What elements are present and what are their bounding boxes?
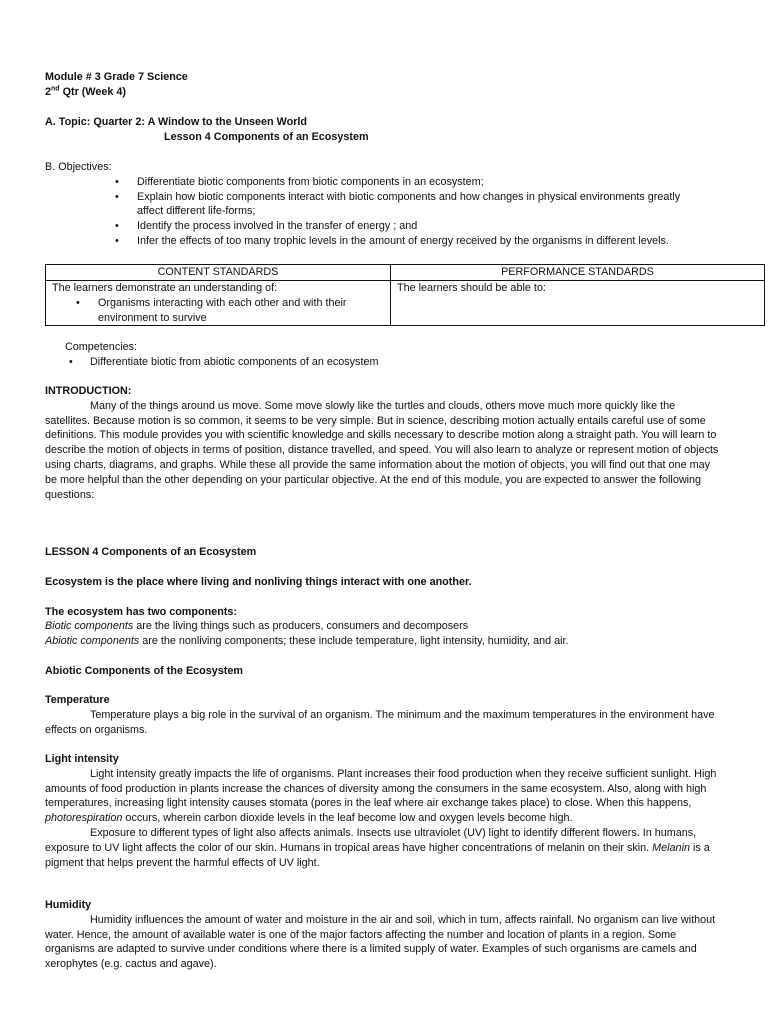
light-paragraph-1: Light intensity greatly impacts the life of organisms. Plant increases their food production when they receive sufficient sunlight. High amounts of food production in plants increase the chances of diversity among the consumers in the same ecosystem. Also, along with high temperatures, increasing light intensity causes stomata (pores in the leaf where air exchange takes place) to close. When this happens, photorespiration occurs, wherein carbon dioxide levels in the leaf become low and oxygen levels become high. xyxy=(45,767,717,825)
humidity-heading: Humidity xyxy=(45,899,92,911)
abiotic-line: Abiotic components are the nonliving components; these include temperature, light intensity, humidity, and air. xyxy=(45,635,569,648)
light-heading: Light intensity xyxy=(45,753,119,765)
topic-section xyxy=(45,115,723,145)
light-section xyxy=(45,752,723,870)
objectives-list xyxy=(45,175,723,249)
competency-item: • Differentiate biotic from abiotic components of an ecosystem xyxy=(45,355,723,370)
lesson-section xyxy=(45,545,723,679)
introduction-heading: INTRODUCTION: xyxy=(45,385,132,397)
standards-table xyxy=(45,264,765,326)
objective-item: • Explain how biotic components interact with biotic components and how changes in physical environments greatly affect different life-forms; xyxy=(45,190,723,220)
biotic-term: Biotic components xyxy=(45,620,134,633)
temperature-section xyxy=(45,693,723,737)
objectives-heading: B. Objectives: xyxy=(45,161,112,173)
content-standards-bullet: • Organisms interacting with each other and with their environment to survive xyxy=(52,296,384,326)
topic-line: A. Topic: Quarter 2: A Window to the Unseen World xyxy=(45,116,308,128)
temperature-heading: Temperature xyxy=(45,694,110,706)
content-standards-cell xyxy=(46,281,391,326)
objective-item: • Infer the effects of too many trophic levels in the amount of energy received by the organisms in different levels. xyxy=(45,234,723,249)
humidity-body: Humidity influences the amount of water and moisture in the air and soil, which in turn, affects rainfall. No organism can live without water. Hence, the amount of available water is one of the major factors affecting the number and location of plants in a region. Some organisms are adapted to survive under conditions where there is a limited supply of water. Examples of such organisms are camels and xerophytes (e.g. cactus and agave). xyxy=(45,913,716,971)
content-standards-header: CONTENT STANDARDS xyxy=(46,265,391,281)
melanin-term: Melanin xyxy=(652,841,690,854)
performance-standards-header: PERFORMANCE STANDARDS xyxy=(391,265,765,281)
introduction-body: Many of the things around us move. Some move slowly like the turtles and clouds, others move much more quickly like the satellites. Because motion is so common, it seems to be very simple. But in science, describing motion actually entails careful use of some definitions. This module provides you with scientific knowledge and skills necessary to describe motion along a straight path. You will learn to describe the motion of objects in terms of position, distance travelled, and speed. You will also learn to analyze or represent motion of objects using charts, diagrams, and graphs. While these all provide the same information about the motion of objects, you will find out that one may be more helpful than the other depending on your particular objective. At the end of this module, you are expected to answer the following questions: xyxy=(45,399,719,501)
two-components-heading: The ecosystem has two components: xyxy=(45,605,237,618)
light-paragraph-2: Exposure to different types of light also affects animals. Insects use ultraviolet (UV) light to identify different flowers. In humans, exposure to UV light affects the color of our skin. Humans in tropical areas have higher concentrations of melanin on their skin. Melanin is a pigment that helps prevent the harmful effects of UV light. xyxy=(45,826,710,869)
abiotic-term: Abiotic components xyxy=(45,635,140,648)
standards-table-wrap xyxy=(45,264,765,326)
performance-standards-cell xyxy=(391,281,765,326)
competencies-heading: Competencies: xyxy=(65,341,138,353)
module-header xyxy=(45,70,723,100)
module-title: Module # 3 Grade 7 Science xyxy=(45,71,188,83)
objective-item: • Differentiate biotic components from biotic components in an ecosystem; xyxy=(45,175,723,190)
introduction-section xyxy=(45,384,723,502)
objective-item: • Identify the process involved in the transfer of energy ; and xyxy=(45,219,723,234)
humidity-section xyxy=(45,898,723,972)
photorespiration-term: photorespiration xyxy=(45,812,123,825)
competencies-section xyxy=(45,340,723,370)
biotic-line: Biotic components are the living things such as producers, consumers and decomposers xyxy=(45,620,469,633)
content-standards-intro: The learners demonstrate an understanding of: xyxy=(52,282,278,294)
abiotic-section-heading: Abiotic Components of the Ecosystem xyxy=(45,664,243,677)
lesson-line: Lesson 4 Components of an Ecosystem xyxy=(164,130,369,143)
objectives-section xyxy=(45,160,723,249)
ecosystem-definition: Ecosystem is the place where living and nonliving things interact with one another. xyxy=(45,575,472,588)
lesson-title: LESSON 4 Components of an Ecosystem xyxy=(45,546,257,558)
temperature-body: Temperature plays a big role in the survival of an organism. The minimum and the maximum temperatures in the environment have effects on organisms. xyxy=(45,708,715,736)
performance-standards-text: The learners should be able to: xyxy=(397,282,546,294)
quarter-week: 2nd Qtr (Week 4) xyxy=(45,85,126,98)
